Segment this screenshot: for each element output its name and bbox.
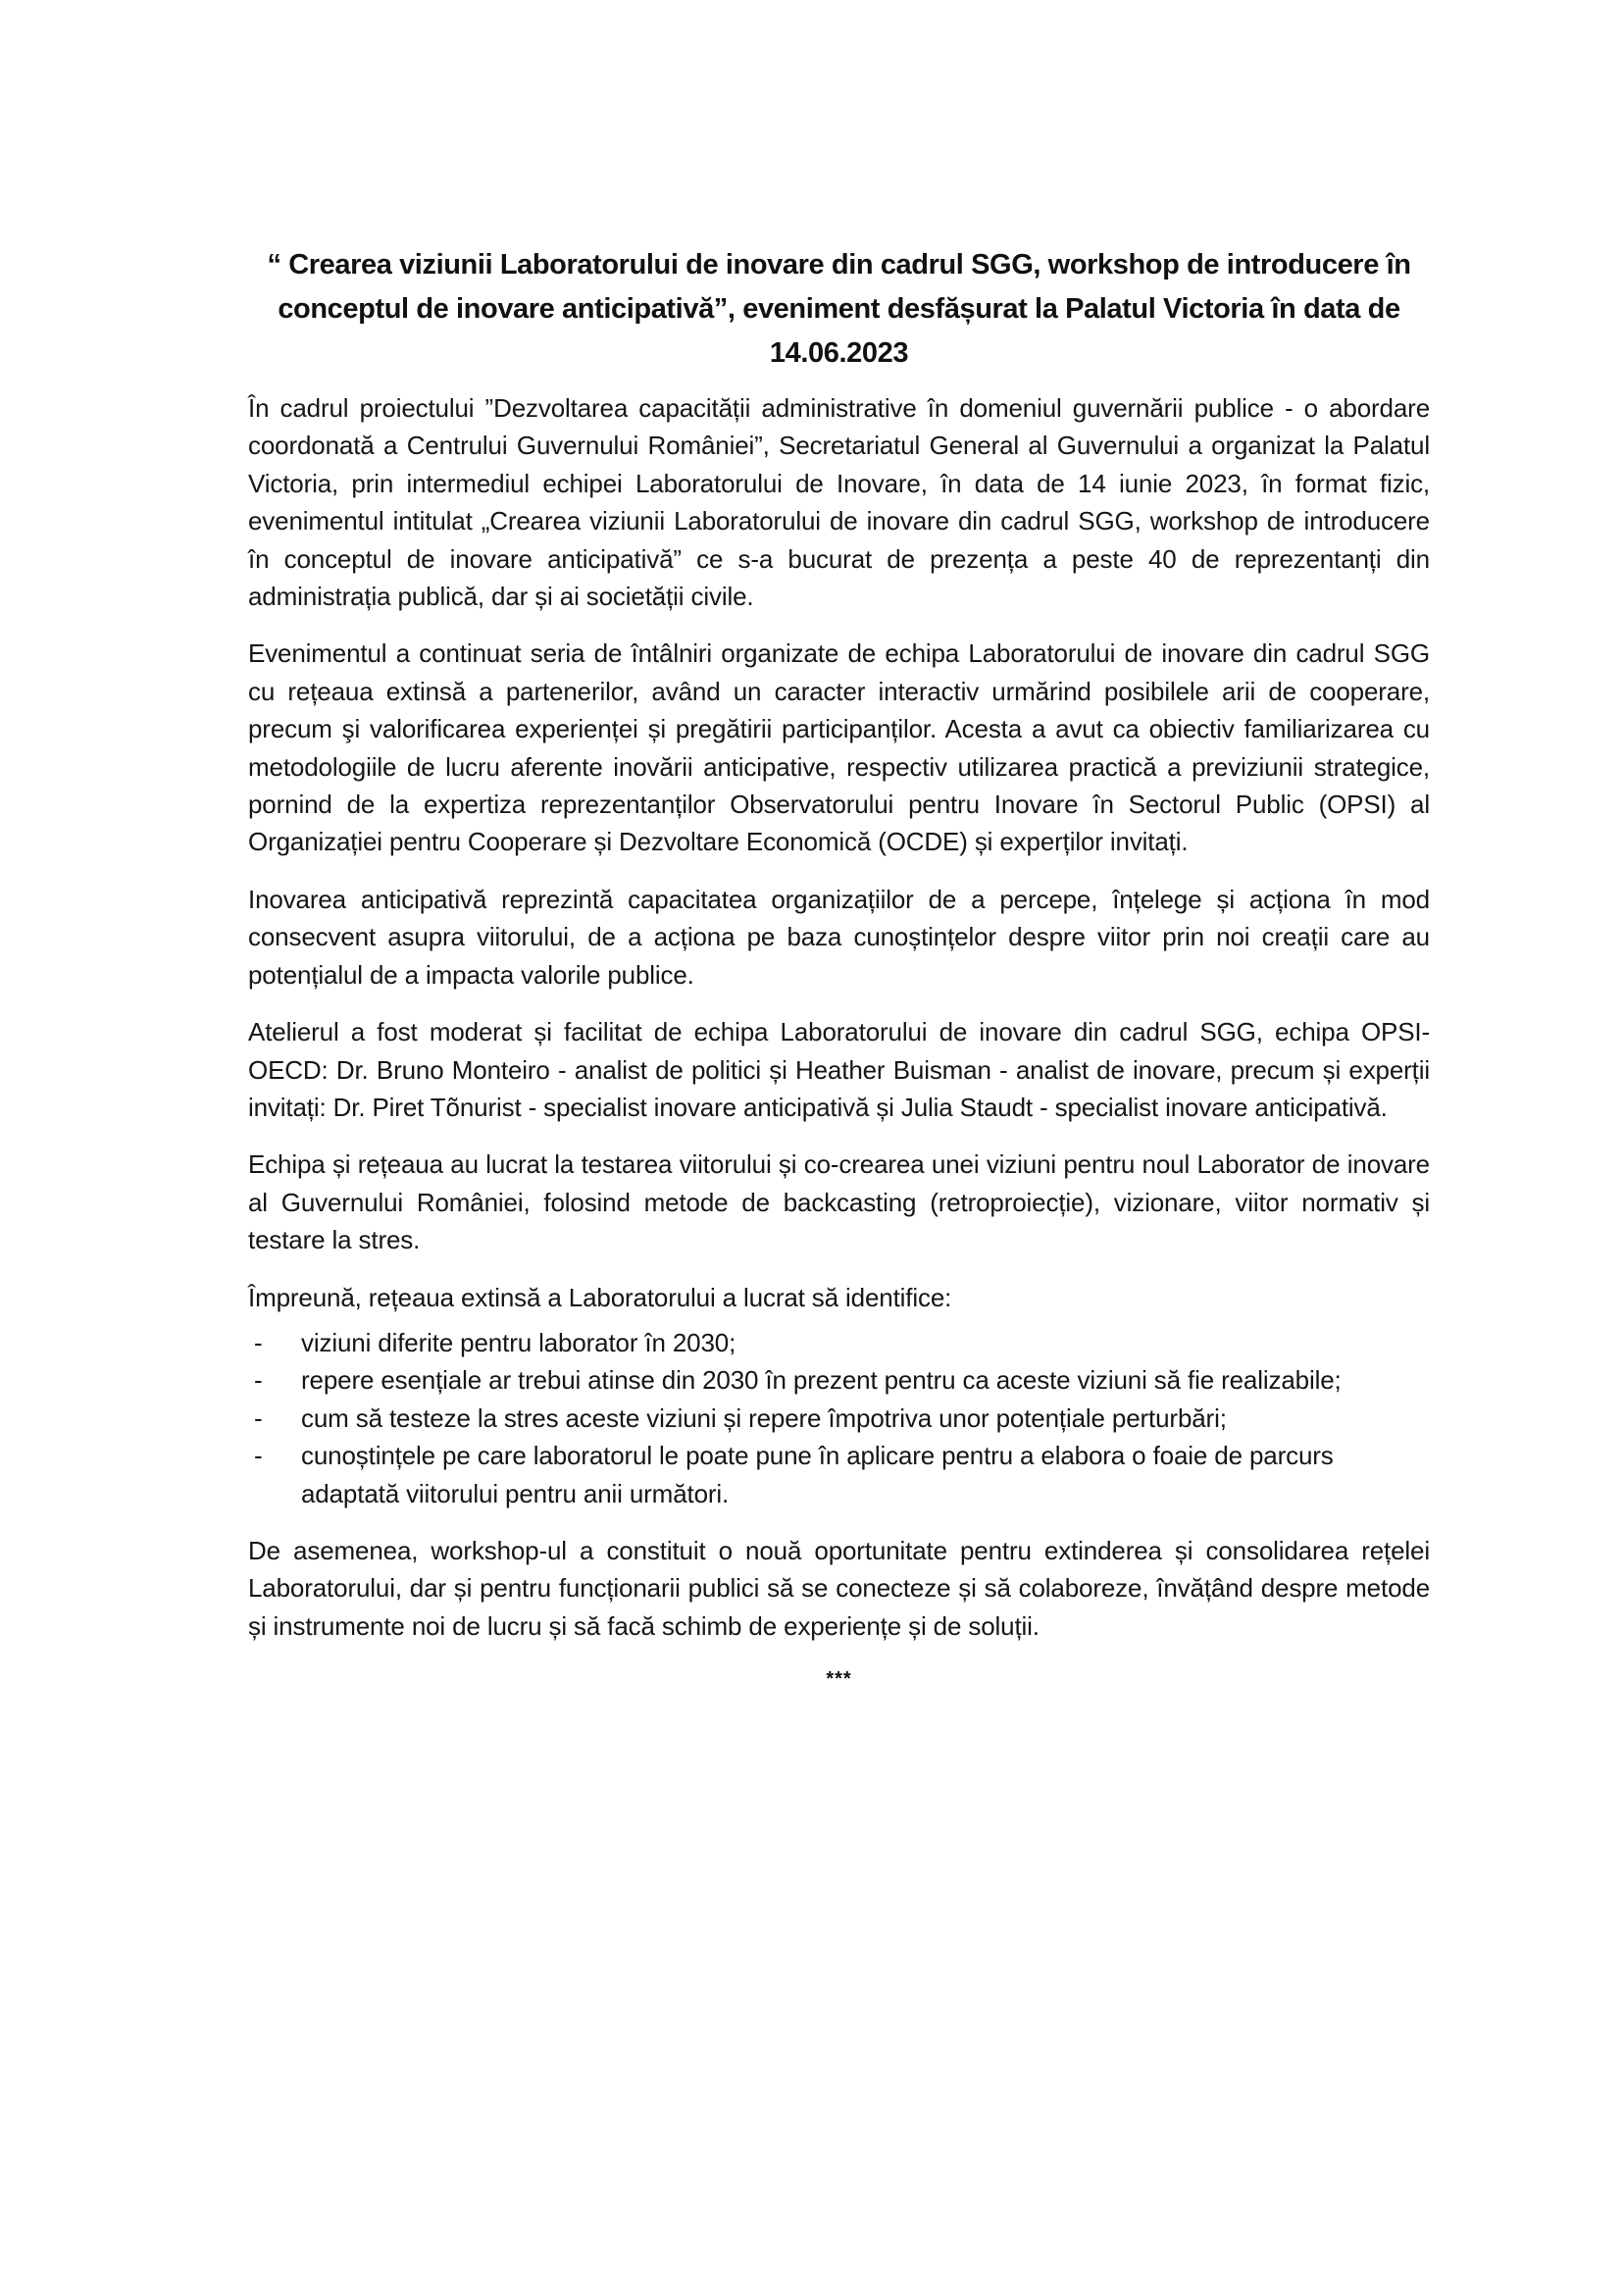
bullet-list: [248, 1324, 1430, 1512]
paragraph-methods: Echipa și rețeaua au lucrat la testarea viitorului și co-crearea unei viziuni pentru noul Laborator de inovare al Guvernului României, folosind metode de backcasting (retroproiecție), vizionare, viitor normativ și testare la stres.: [248, 1149, 1430, 1255]
list-item-text: cum să testeze la stres aceste viziuni și repere împotriva unor potențiale perturbări;: [301, 1402, 1227, 1433]
list-item-text: viziuni diferite pentru laborator în 2030;: [301, 1327, 736, 1357]
paragraph-list-intro: Împreună, rețeaua extinsă a Laboratorului a lucrat să identifice:: [248, 1282, 952, 1312]
list-item: [248, 1361, 1430, 1399]
paragraph-definition: Inovarea anticipativă reprezintă capacitatea organizațiilor de a percepe, înțelege și acționa în mod consecvent asupra viitorului, de a acționa pe baza cunoștințelor despre viitor prin noi creații care au potențialul de a impacta valorile publice.: [248, 884, 1430, 990]
dash-bullet-icon: -: [254, 1327, 263, 1357]
paragraph-intro: În cadrul proiectului ”Dezvoltarea capacității administrative în domeniul guvernării publice - o abordare coordonată a Centrului Guvernului României”, Secretariatul General al Guvernului a organizat la Palatul Victoria, prin intermediul echipei Laboratorului de Inovare, în data de 14 iunie 2023, în format fizic, evenimentul intitulat „Crearea viziunii Laboratorului de inovare din cadrul SGG, workshop de introducere în conceptul de inovare anticipativă” ce s-a bucurat de prezența a peste 40 de reprezentanți din administrația publică, dar și ai societății civile.: [248, 393, 1430, 612]
dash-bullet-icon: -: [254, 1365, 263, 1396]
dash-bullet-icon: -: [254, 1402, 263, 1433]
document-title: “ Crearea viziunii Laboratorului de inovare din cadrul SGG, workshop de introducere în conceptul de inovare anticipativă”, eveniment desfășurat la Palatul Victoria în data de 14.06.2023: [267, 249, 1411, 369]
list-item-text: repere esențiale ar trebui atinse din 2030 în prezent pentru ca aceste viziuni să fie realizabile;: [301, 1365, 1342, 1396]
end-marker: ***: [826, 1668, 852, 1691]
document-page: [248, 243, 1430, 1694]
list-item: [248, 1324, 1430, 1361]
list-item-text: cunoștințele pe care laboratorul le poate pune în aplicare pentru a elabora o foaie de parcurs adaptată viitorului pentru anii următori.: [301, 1441, 1334, 1508]
list-item: [248, 1437, 1430, 1512]
paragraph-event-series: Evenimentul a continuat seria de întâlniri organizate de echipa Laboratorului de inovare din cadrul SGG cu rețeaua extinsă a partenerilor, având un caracter interactiv urmărind posibilele arii de cooperare, precum şi valorificarea experienței și pregătirii participanților. Acesta a avut ca obiectiv familiarizarea cu metodologiile de lucru aferente inovării anticipative, respectiv utilizarea practică a previziunii strategice, pornind de la expertiza reprezentanților Observatorului pentru Inovare în Sectorul Public (OPSI) al Organizației pentru Cooperare și Dezvoltare Economică (OCDE) și experților invitați.: [248, 638, 1430, 857]
list-item: [248, 1400, 1430, 1437]
paragraph-closing: De asemenea, workshop-ul a constituit o nouă oportunitate pentru extinderea și consolidarea rețelei Laboratorului, dar și pentru funcționarii publici să se conecteze și să colaboreze, învățând despre metode și instrumente noi de lucru și să facă schimb de experiențe și de soluții.: [248, 1535, 1430, 1641]
paragraph-facilitators: Atelierul a fost moderat și facilitat de echipa Laboratorului de inovare din cadrul SGG, echipa OPSI-OECD: Dr. Bruno Monteiro - analist de politici și Heather Buisman - analist de inovare, precum și experții invitați: Dr. Piret Tõnurist - specialist inovare anticipativă și Julia Staudt - specialist inovare anticipativă.: [248, 1017, 1430, 1122]
dash-bullet-icon: -: [254, 1441, 263, 1471]
